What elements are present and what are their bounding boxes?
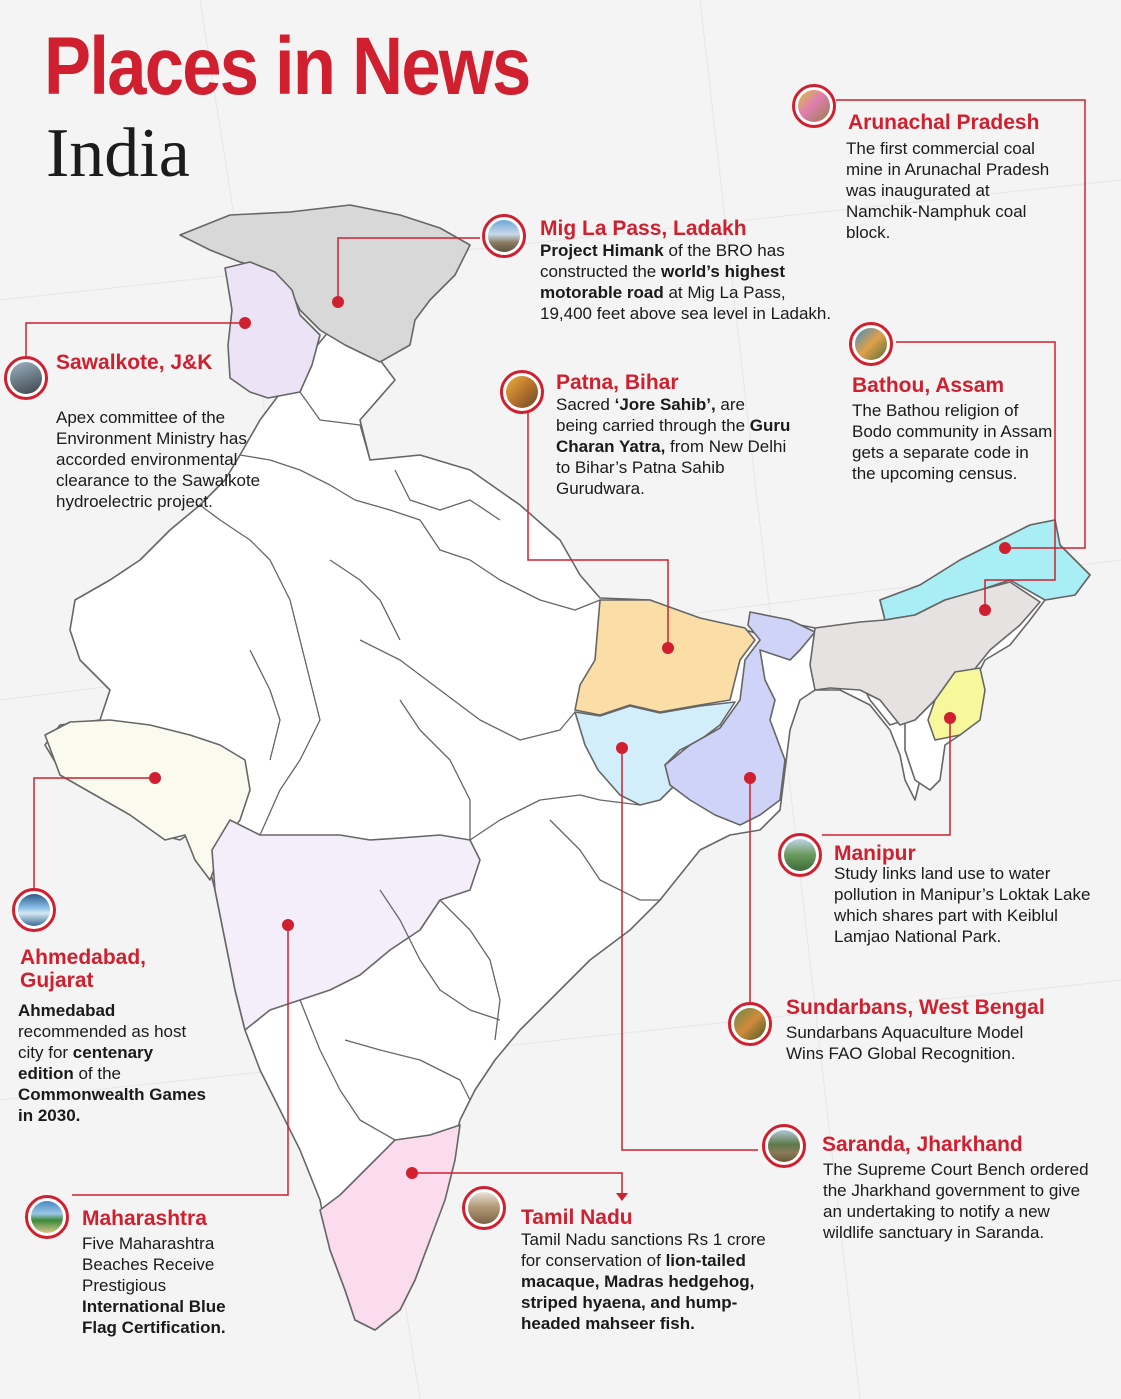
ladakh-desc-bold-2: world’s highest motorable road [540,262,786,302]
procession-photo-icon [500,370,544,414]
arunachal-title: Arunachal Pradesh [848,111,1040,134]
ahmedabad-title: Ahmedabad, Gujarat [20,946,147,992]
ladakh-description [540,240,835,324]
ladakh-title: Mig La Pass, Ladakh [540,217,747,240]
tamil-nadu-desc-text-1: Tamil Nadu sanctions Rs 1 crore for conservation of [521,1230,766,1270]
tiger-photo-icon [728,1002,772,1046]
ahmedabad-desc-text-1: recommended as host city for [18,1022,187,1062]
temple-photo-icon [462,1186,506,1230]
tamil-nadu-arrowhead [616,1193,628,1201]
ritual-photo-icon [849,322,893,366]
dam-photo-icon [4,356,48,400]
ahmedabad-desc-bold-1: Ahmedabad [18,1001,116,1020]
sundarbans-title: Sundarbans, West Bengal [786,996,1045,1019]
ahmedabad-desc-bold-2: centenary edition [18,1043,154,1083]
patna-title: Patna, Bihar [556,371,679,394]
sawalkote-title: Sawalkote, J&K [56,351,213,374]
stadium-photo-icon [12,888,56,932]
ahmedabad-desc-text-2: of the [73,1064,121,1083]
manipur-description: Study links land use to water pollution in Manipur’s Loktak Lake which shares part with Keiblul Lamjao National Park. [834,864,1091,946]
patna-desc-text-1: Sacred [556,395,615,414]
ahmedabad-description [18,1000,208,1126]
saranda-title: Saranda, Jharkhand [822,1133,1023,1156]
arunachal-description: The first commercial coal mine in Arunachal Pradesh was inaugurated at Namchik-Namphuk coal block. [846,139,1050,242]
ladakh-desc-bold-1: Project Himank [540,241,664,260]
patna-desc-text-3: from New Delhi to Bihar’s Patna Sahib Gurudwara. [556,437,787,498]
page-subtitle: India [46,115,190,192]
patna-description [556,394,791,499]
ladakh-desc-text-2: at Mig La Pass, 19,400 feet above sea level in Ladakh. [540,283,832,323]
patna-desc-bold-1: ‘Jore Sahib’, [614,395,716,414]
manipur-title: Manipur [834,842,916,865]
tamil-nadu-title: Tamil Nadu [521,1206,633,1229]
bihar-region [575,600,755,715]
page-title: Places in News [44,21,530,112]
tamil-nadu-description [521,1229,776,1334]
sundarbans-description: Sundarbans Aquaculture Model Wins FAO Global Recognition. [786,1023,1024,1063]
bathou-title: Bathou, Assam [852,374,1005,397]
lake-photo-icon [778,833,822,877]
maharashtra-description [82,1233,247,1338]
beach-photo-icon [25,1195,69,1239]
ahmedabad-desc-bold-3: Commonwealth Games in 2030. [18,1085,206,1125]
maharashtra-title: Maharashtra [82,1207,207,1230]
forest-river-photo-icon [762,1124,806,1168]
maharashtra-desc-text-1: Five Maharashtra Beaches Receive Prestigious [82,1234,215,1295]
patna-desc-bold-2: Guru Charan Yatra, [556,416,791,456]
sawalkote-description: Apex committee of the Environment Ministry has accorded environmental clearance to the Sawalkote hydroelectric project. [56,408,261,511]
ladakh-desc-text-1: of the BRO has constructed the [540,241,785,281]
maharashtra-desc-bold-1: International Blue Flag Certification. [82,1297,226,1337]
patna-desc-text-2: are being carried through the [556,395,750,435]
bathou-description: The Bathou religion of Bodo community in Assam gets a separate code in the upcoming census. [852,401,1053,483]
tamil-nadu-desc-bold-1: lion-tailed macaque, Madras hedgehog, striped hyaena, and hump-headed mahseer fish. [521,1251,755,1333]
mountain-road-photo-icon [482,214,526,258]
mine-photo-icon [792,84,836,128]
saranda-description: The Supreme Court Bench ordered the Jharkhand government to give an undertaking to notify a new wildlife sanctuary in Saranda. [823,1160,1089,1242]
